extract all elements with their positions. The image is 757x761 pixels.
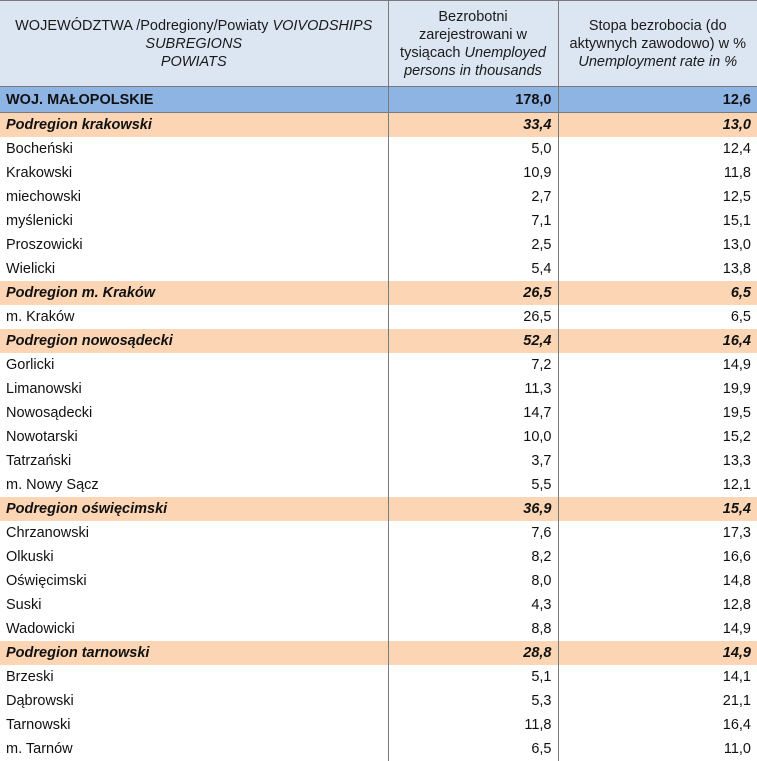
powiat-row (0, 449, 757, 473)
subregion-rate: 14,9 (558, 641, 757, 665)
powiat-name: Limanowski (0, 377, 388, 401)
subregion-unemployed: 26,5 (388, 281, 558, 305)
subregion-unemployed: 36,9 (388, 497, 558, 521)
powiat-rate: 14,9 (722, 356, 751, 373)
powiat-row (0, 209, 757, 233)
powiat-name: Wielicki (0, 257, 388, 281)
table-body (0, 87, 757, 761)
powiat-name: Wadowicki (0, 617, 388, 641)
powiat-row (0, 713, 757, 737)
voivodship-unemployed: 178,0 (388, 87, 558, 113)
header-rate-line2: aktywnych zawodowo) w % (569, 35, 746, 52)
powiat-name: Dąbrowski (0, 689, 388, 713)
header-rate-en: Unemployment rate in % (578, 53, 738, 70)
powiat-row (0, 185, 757, 209)
powiat-row (0, 377, 757, 401)
subregion-name: Podregion tarnowski (0, 641, 388, 665)
powiat-rate: 19,5 (722, 404, 751, 421)
powiat-row (0, 401, 757, 425)
powiat-row (0, 425, 757, 449)
powiat-rate: 21,1 (722, 692, 751, 709)
powiat-unemployed: 5,4 (388, 257, 558, 281)
powiat-name: m. Kraków (0, 305, 388, 329)
subregion-row (0, 113, 757, 137)
powiat-unemployed: 5,5 (388, 473, 558, 497)
subregion-row (0, 497, 757, 521)
powiat-rate: 12,1 (722, 476, 751, 493)
powiat-unemployed: 5,1 (388, 665, 558, 689)
subregion-rate: 13,0 (558, 113, 757, 137)
powiat-unemployed: 8,2 (388, 545, 558, 569)
powiat-unemployed: 3,7 (388, 449, 558, 473)
powiat-row (0, 617, 757, 641)
powiat-rate: 12,4 (722, 140, 751, 157)
subregion-name: Podregion oświęcimski (0, 497, 388, 521)
powiat-rate: 12,5 (722, 188, 751, 205)
powiat-rate: 16,6 (722, 548, 751, 565)
subregion-row (0, 281, 757, 305)
powiat-rate: 11,0 (723, 740, 751, 757)
subregion-name: Podregion nowosądecki (0, 329, 388, 353)
powiat-name: Proszowicki (0, 233, 388, 257)
powiat-rate: 15,1 (722, 212, 751, 229)
header-region-pl: WOJEWÓDZTWA /Podregiony/Powiaty (15, 17, 269, 34)
powiat-rate: 14,9 (722, 620, 751, 637)
powiat-rate: 6,5 (730, 308, 751, 325)
header-unemployed-en1: Unemployed (464, 44, 546, 61)
powiat-rate: 19,9 (722, 380, 751, 397)
powiat-unemployed: 4,3 (388, 593, 558, 617)
powiat-name: Tarnowski (0, 713, 388, 737)
powiat-unemployed: 26,5 (388, 305, 558, 329)
powiat-row (0, 689, 757, 713)
powiat-name: m. Tarnów (0, 737, 388, 761)
powiat-unemployed: 7,6 (388, 521, 558, 545)
subregion-row (0, 641, 757, 665)
header-unemployed-en2: persons in thousands (404, 62, 542, 79)
subregion-unemployed: 52,4 (388, 329, 558, 353)
powiat-row (0, 233, 757, 257)
powiat-name: Krakowski (0, 161, 388, 185)
powiat-name: m. Nowy Sącz (0, 473, 388, 497)
powiat-row (0, 305, 757, 329)
powiat-name: Olkuski (0, 545, 388, 569)
powiat-name: myślenicki (0, 209, 388, 233)
subregion-name: Podregion krakowski (0, 113, 388, 137)
powiat-row (0, 737, 757, 761)
powiat-row (0, 545, 757, 569)
powiat-name: Brzeski (0, 665, 388, 689)
powiat-unemployed: 5,0 (388, 137, 558, 161)
powiat-name: Bocheński (0, 137, 388, 161)
powiat-rate: 14,8 (722, 572, 751, 589)
header-unemployed-line1: Bezrobotni (438, 8, 508, 25)
powiat-unemployed: 6,5 (388, 737, 558, 761)
powiat-row (0, 521, 757, 545)
subregion-unemployed: 28,8 (388, 641, 558, 665)
powiat-unemployed: 5,3 (388, 689, 558, 713)
powiat-name: Chrzanowski (0, 521, 388, 545)
powiat-rate: 13,0 (722, 236, 751, 253)
header-unemployed-line3: tysiącach (400, 44, 461, 61)
header-unemployed-line2: zarejestrowani w (419, 26, 527, 43)
powiat-unemployed: 14,7 (388, 401, 558, 425)
powiat-unemployed: 8,8 (388, 617, 558, 641)
powiat-rate: 13,3 (722, 452, 751, 469)
powiat-name: Nowosądecki (0, 401, 388, 425)
header-region-en: VOIVODSHIPS (272, 17, 373, 34)
powiat-rate: 15,2 (722, 428, 751, 445)
header-powiats-en: POWIATS (160, 53, 227, 70)
subregion-rate: 6,5 (558, 281, 757, 305)
powiat-name: Suski (0, 593, 388, 617)
powiat-name: miechowski (0, 185, 388, 209)
powiat-row (0, 161, 757, 185)
powiat-unemployed: 11,3 (388, 377, 558, 401)
powiat-unemployed: 7,2 (388, 353, 558, 377)
subregion-unemployed: 33,4 (388, 113, 558, 137)
powiat-row (0, 593, 757, 617)
voivodship-name: WOJ. MAŁOPOLSKIE (0, 87, 388, 113)
powiat-row (0, 473, 757, 497)
powiat-name: Nowotarski (0, 425, 388, 449)
powiat-row (0, 353, 757, 377)
subregion-row (0, 329, 757, 353)
header-rate (558, 1, 757, 87)
powiat-unemployed: 7,1 (388, 209, 558, 233)
powiat-rate: 12,8 (722, 596, 751, 613)
powiat-rate: 13,8 (722, 260, 751, 277)
powiat-name: Oświęcimski (0, 569, 388, 593)
subregion-rate: 15,4 (558, 497, 757, 521)
header-rate-line1: Stopa bezrobocia (do (588, 17, 727, 34)
powiat-row (0, 665, 757, 689)
powiat-rate: 11,8 (723, 164, 751, 181)
subregion-name: Podregion m. Kraków (0, 281, 388, 305)
powiat-row (0, 137, 757, 161)
powiat-rate: 14,1 (722, 668, 751, 685)
powiat-rate: 16,4 (722, 716, 751, 733)
powiat-unemployed: 10,0 (388, 425, 558, 449)
powiat-unemployed: 2,5 (388, 233, 558, 257)
header-region (0, 1, 388, 87)
powiat-rate: 17,3 (722, 524, 751, 541)
powiat-name: Tatrzański (0, 449, 388, 473)
powiat-row (0, 569, 757, 593)
powiat-row (0, 257, 757, 281)
powiat-name: Gorlicki (0, 353, 388, 377)
powiat-unemployed: 11,8 (388, 713, 558, 737)
voivodship-rate: 12,6 (558, 87, 757, 113)
powiat-unemployed: 2,7 (388, 185, 558, 209)
powiat-unemployed: 8,0 (388, 569, 558, 593)
voivodship-row (0, 87, 757, 113)
header-unemployed (388, 1, 558, 87)
header-row (0, 1, 757, 87)
powiat-unemployed: 10,9 (388, 161, 558, 185)
subregion-rate: 16,4 (558, 329, 757, 353)
header-subregions-en: SUBREGIONS (145, 35, 243, 52)
